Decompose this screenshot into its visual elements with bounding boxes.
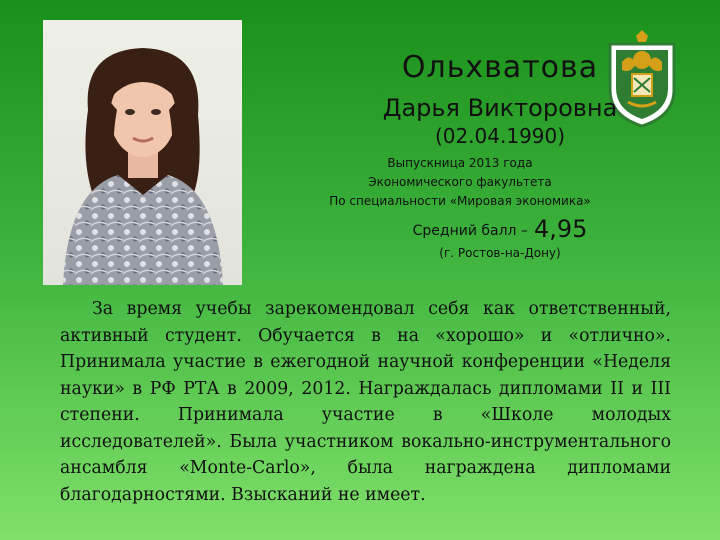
graduation-year: Выпускница 2013 года [387, 156, 533, 170]
city: (г. Ростов-на-Дону) [439, 246, 561, 260]
specialty: По специальности «Мировая экономика» [329, 194, 591, 208]
student-last-name: Ольхватова [401, 50, 599, 85]
graduation-info [260, 154, 660, 211]
biography-paragraph: За время учебы зарекомендовал себя как ответственный, активный студент. Обучается в на «хорошо» и «отлично». Принимала участие в ежегодной научной конференции «Неделя науки» в РФ РТА в 2009, 2012. Награждалась дипломами II и III степени. Принимала участие в «Школе молодых исследователей». Была участником вокально-инструментального ансамбля «Monte-Carlo», была награждена дипломами благодарностями. Взысканий не имеет. [60, 299, 671, 505]
gpa-value: 4,95 [533, 215, 588, 243]
student-portrait-icon [43, 20, 242, 285]
gpa [300, 215, 700, 243]
student-first-name: Дарья Викторовна [382, 94, 618, 122]
student-photo [43, 20, 242, 285]
birth-date: (02.04.1990) [434, 124, 566, 148]
faculty: Экономического факультета [368, 175, 552, 189]
gpa-label: Средний балл – [412, 223, 528, 239]
